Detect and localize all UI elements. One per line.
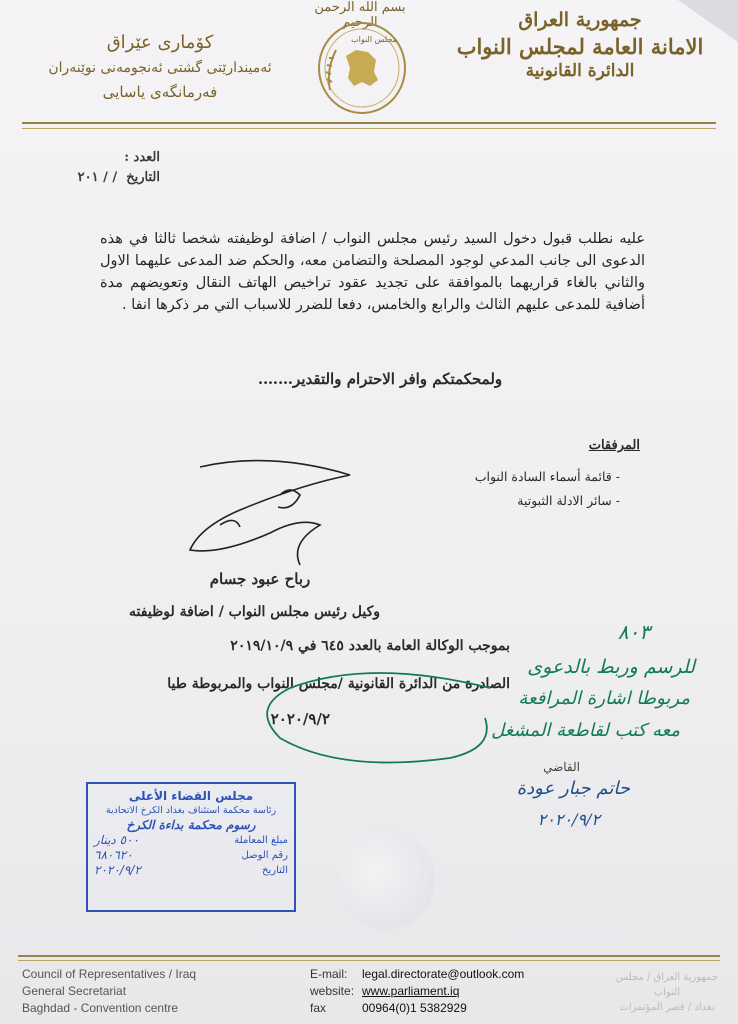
footer-org: Council of Representatives / Iraq: [22, 967, 197, 981]
seal-text: مجلس النواب: [351, 35, 397, 44]
handwritten-note-1: للرسم وربط بالدعوى: [527, 656, 695, 678]
header-secretariat-ar: الامانة العامة لمجلس النواب: [456, 34, 704, 59]
court-fee-stamp: [86, 782, 296, 912]
footer-location: Baghdad - Convention centre: [22, 1001, 179, 1015]
attachment-item: - سائر الادلة الثبوتية: [517, 493, 620, 508]
header-divider-thin: [22, 128, 716, 129]
parliament-seal-icon: [316, 20, 408, 116]
header-divider: [22, 122, 716, 124]
stamp-line-1: مجلس القضاء الأعلى: [128, 789, 254, 803]
stamp-amount-row: مبلغ المعاملة ٥٠٠ دينار: [94, 833, 288, 847]
signatory-date: ٢٠٢٠/٩/٢: [270, 710, 330, 728]
footer-contacts: [310, 966, 570, 1017]
reference-block: [40, 148, 160, 188]
handwritten-note-3: معه كتب لقاطعة المشغل: [491, 720, 680, 741]
header-department-ar: الدائرة القانونية: [525, 61, 635, 81]
footer-divider-thin: [18, 960, 720, 961]
footer-fax-row: fax 00964(0)1 5382929: [310, 1001, 467, 1015]
judge-date: ٢٠٢٠/٩/٢: [537, 810, 600, 829]
reference-date-label: التاريخ: [126, 170, 160, 185]
signature-icon: [180, 455, 380, 575]
attachment-item: - قائمة أسماء السادة النواب: [474, 469, 620, 484]
footer-divider: [18, 955, 720, 957]
website-link[interactable]: www.parliament.iq: [362, 984, 460, 998]
stamp-date-row: التاريخ ٢٠٢٠/٩/٢: [94, 863, 288, 877]
embossed-seal: [335, 830, 435, 930]
header-country-ku: كۆماری عێراق: [106, 32, 214, 53]
header-secretariat-ku: ئەمیندارێتی گشتی ئەنجومەنی نوێنەران: [48, 60, 272, 76]
closing-line: ولمحكمتكم وافر الاحترام والتقدير…….: [257, 370, 503, 388]
footer-website-row: website: www.parliament.iq: [310, 984, 460, 998]
header-country-ar: جمهورية العراق: [518, 9, 642, 31]
header-department-ku: فەرمانگەی یاسایی: [102, 83, 218, 101]
attachments-list: [420, 465, 620, 513]
footer-address-ar: جمهورية العراق / مجلس النواب بغداد / قصر المؤتمرات: [615, 972, 719, 1013]
stamp-receipt-row: رقم الوصل ٦٨٠٦٢٠: [94, 848, 288, 862]
basmala: بسم الله الرحمن الرحيم: [314, 0, 406, 30]
reference-number-label: العدد :: [124, 150, 160, 165]
header-left: [40, 30, 280, 104]
handwritten-number: ٨٠٣: [617, 620, 650, 644]
judge-label: القاضي: [543, 760, 580, 774]
signatory-name: رباح عبود جسام: [209, 570, 311, 588]
attachments-title: المرفقات: [588, 438, 640, 453]
header-right: [450, 8, 710, 83]
body-paragraph: عليه نطلب قبول دخول السيد رئيس مجلس النواب / اضافة لوظيفته شخصا ثالثا في هذه الدعوى الى جانب المدعي لوجود المصلحة والتضامن معه، والحكم ضد المدعى عليهما الاول والثاني بالغاء قراريهما بالموافقة على تجديد عقود تراخيص الهاتف النقال وتعويضهم مدة أضافية للمدعى عليهم الثالث والرابع والخامس، دفعا للضرر للاسباب التي مر ذكرها انفا .: [100, 231, 645, 313]
authority-line-2: الصادرة من الدائرة القانونية /مجلس النواب والمربوطة طيا: [167, 676, 510, 692]
reference-date: [40, 168, 160, 188]
footer-address-en: [22, 966, 252, 1017]
authority-line-1: بموجب الوكالة العامة بالعدد ٦٤٥ في ٢٠١٩/١٠/٩: [230, 638, 510, 654]
stamp-line-3: رسوم محكمة بداءة الكرخ: [126, 818, 256, 832]
judge-name: حاتم جبار عودة: [516, 778, 630, 799]
footer-secretariat: General Secretariat: [22, 984, 127, 998]
footer-email-row: E-mail: legal.directorate@outlook.com: [310, 967, 525, 981]
reference-date-value: / / ٢٠١: [77, 170, 118, 185]
email-link[interactable]: legal.directorate@outlook.com: [362, 967, 525, 981]
handwritten-note-2: مربوطا اشارة المرافعة: [518, 688, 690, 709]
signatory-role: وكيل رئيس مجلس النواب / اضافة لوظيفته: [129, 604, 380, 620]
stamp-line-2: رئاسة محكمة استئناف بغداد الكرخ الاتحادية: [105, 805, 277, 816]
